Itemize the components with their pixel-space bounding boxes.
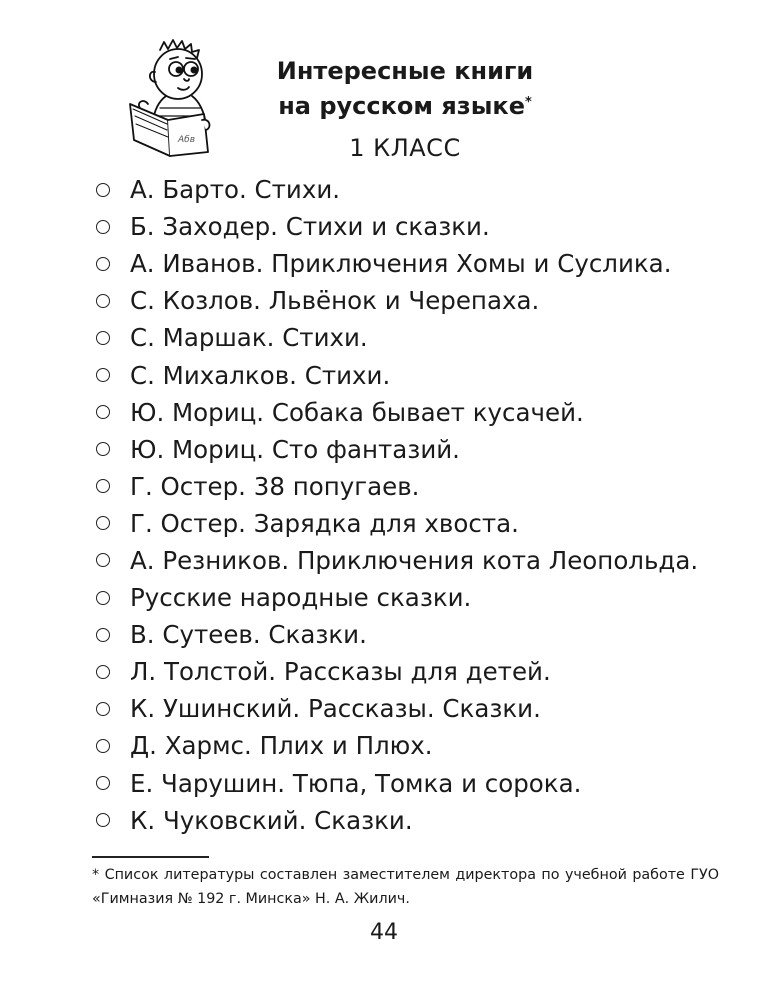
list-item [92,171,698,208]
list-item [92,505,698,542]
circle-bullet-icon [96,331,110,345]
book-title: А. Барто. Стихи. [130,175,341,205]
list-item [92,356,698,393]
book-title: А. Резников. Приключения кота Леопольда. [130,545,699,575]
list-item [92,727,698,764]
circle-bullet-icon [96,776,110,790]
circle-bullet-icon [96,183,110,197]
title-line-2-text: на русском языке [278,92,525,120]
book-title: Д. Хармс. Плих и Плюх. [130,731,433,761]
circle-bullet-icon [96,479,110,493]
book-title: Г. Остер. Зарядка для хвоста. [130,508,519,538]
circle-bullet-icon [96,294,110,308]
circle-bullet-icon [96,220,110,234]
book-cover-letters: Абв [178,135,196,145]
footnote-divider [92,856,209,858]
circle-bullet-icon [96,591,110,605]
list-item [92,394,698,431]
list-item [92,579,698,616]
circle-bullet-icon [96,516,110,530]
book-title: А. Иванов. Приключения Хомы и Суслика. [130,249,672,279]
book-title: Ю. Мориц. Собака бывает кусачей. [130,397,584,427]
book-title: Ю. Мориц. Сто фантазий. [130,434,460,464]
circle-bullet-icon [96,702,110,716]
circle-bullet-icon [96,442,110,456]
footnote: * Список литературы составлен заместителем директора по учебной работе ГУО «Гимназия № 192 г. Минска» Н. А. Жилич. [92,867,719,907]
circle-bullet-icon [96,628,110,642]
list-item [92,245,698,282]
book-title: С. Козлов. Львёнок и Черепаха. [130,286,540,316]
list-item [92,208,698,245]
grade-heading: 1 КЛАСС [349,134,461,162]
circle-bullet-icon [96,553,110,567]
book-title: В. Сутеев. Сказки. [130,620,367,650]
footnote-mark: * [524,95,532,110]
book-title: С. Маршак. Стихи. [130,323,368,353]
title-line-1: Интересные книги [276,57,534,85]
book-title: К. Чуковский. Сказки. [130,805,413,835]
book-title: Б. Заходер. Стихи и сказки. [130,212,490,242]
list-item [92,653,698,690]
circle-bullet-icon [96,405,110,419]
book-title: С. Михалков. Стихи. [130,360,391,390]
circle-bullet-icon [96,739,110,753]
list-item [92,319,698,356]
list-item [92,431,698,468]
book-title: Л. Толстой. Рассказы для детей. [130,657,551,687]
book-title: Г. Остер. 38 попугаев. [130,471,420,501]
book-title: Е. Чарушин. Тюпа, Томка и сорока. [130,768,582,798]
circle-bullet-icon [96,813,110,827]
circle-bullet-icon [96,665,110,679]
list-item [92,765,698,802]
book-title: Русские народные сказки. [130,583,472,613]
book-title: К. Ушинский. Рассказы. Сказки. [130,694,541,724]
boy-reading-illustration [120,36,230,161]
circle-bullet-icon [96,368,110,382]
title-line-2 [240,89,570,124]
list-item [92,690,698,727]
list-item [92,802,698,839]
page-number: 44 [370,920,398,945]
list-item [92,616,698,653]
list-item [92,468,698,505]
book-list [92,171,698,839]
list-item [92,282,698,319]
list-item [92,542,698,579]
circle-bullet-icon [96,257,110,271]
page-title [240,54,570,124]
